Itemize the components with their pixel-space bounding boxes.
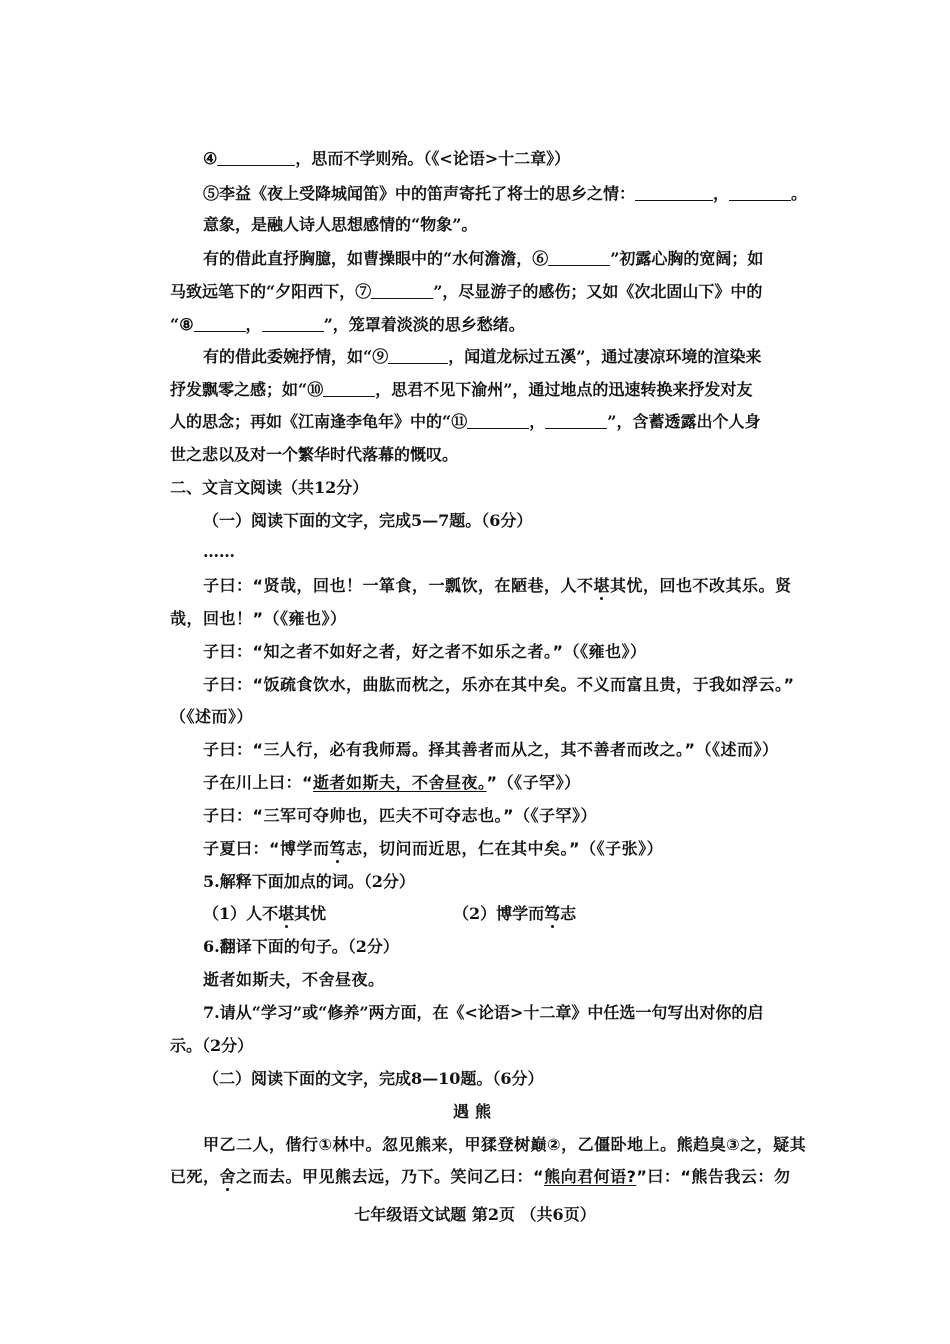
item-1: （1）人不堪其忧	[203, 904, 327, 923]
quote-1b: 哉，回也！”（《雍也》）	[170, 609, 347, 628]
section-heading: 二、文言文阅读（共12分）	[170, 478, 369, 497]
quote-5: 子在川上曰：“逝者如斯夫，不舍昼夜。”（《子罕》）	[203, 773, 581, 792]
question-6-sentence: 逝者如斯夫，不舍昼夜。	[203, 970, 385, 989]
question-7a: 7.请从“学习”或“修养”两方面，在《<论语>十二章》中任选一句写出对你的启	[203, 1003, 764, 1022]
question-7b: 示。（2分）	[170, 1036, 254, 1055]
answer-blank[interactable]	[548, 249, 610, 266]
underlined-sentence: 熊向君何语?	[544, 1167, 637, 1186]
paragraph-end: 世之悲以及对一个繁华时代落幕的慨叹。	[170, 445, 459, 464]
story-line-1: 甲乙二人，偕行①林中。忽见熊来，甲猱登树巅②，乙僵卧地上。熊趋臭③之，疑其	[203, 1135, 807, 1154]
quote-3b: （《述而》）	[170, 707, 254, 726]
fill-blank-8: “⑧ ， ”，笼罩着淡淡的思乡愁绪。	[170, 315, 525, 334]
quote-7: 子夏曰：“博学而笃志，切问而近思，仁在其中矣。”（《子张》）	[203, 839, 664, 858]
quote-1a: 子曰：“贤哉，回也！一箪食，一瓢饮，在陋巷，人不堪其忧，回也不改其乐。贤	[203, 576, 792, 595]
dotted-word: 舍	[219, 1167, 237, 1186]
answer-blank[interactable]	[194, 315, 246, 332]
item-2: （2）博学而笃志	[453, 904, 577, 923]
fill-blank-4: ④ ，思而不学则殆。（《<论语>十二章》）	[203, 149, 571, 168]
quote-2: 子曰：“知之者不如好之者，好之者不如乐之者。”（《雍也》）	[203, 642, 647, 661]
part-heading-1: （一）阅读下面的文字，完成5—7题。（6分）	[203, 511, 533, 530]
answer-blank[interactable]	[217, 149, 295, 166]
fill-blank-5: ⑤李益《夜上受降城闻笛》中的笛声寄托了将士的思乡之情： ， 。	[203, 184, 808, 203]
story-line-2: 已死，舍之而去。甲见熊去远，乃下。笑问乙曰：“熊向君何语?”曰：“熊告我云：勿	[170, 1167, 791, 1186]
ellipsis: ……	[203, 542, 235, 561]
page-footer: 七年级语文试题 第2页 （共6页）	[354, 1205, 596, 1224]
fill-blank-9: 有的借此委婉抒情，如“⑨ ，闻道龙标过五溪”，通过凄凉环境的渲染来	[203, 347, 762, 366]
answer-blank[interactable]	[262, 315, 324, 332]
fill-blank-7: 马致远笔下的“夕阳西下，⑦ ”，尽显游子的感伤；又如《次北固山下》中的	[170, 282, 763, 301]
question-6: 6.翻译下面的句子。（2分）	[203, 937, 399, 956]
answer-blank[interactable]	[371, 282, 433, 299]
quote-4: 子曰：“三人行，必有我师焉。择其善者而从之，其不善者而改之。”（《述而》）	[203, 740, 779, 759]
answer-blank[interactable]	[635, 184, 713, 201]
dotted-word: 笃	[329, 839, 347, 858]
intro-line: 意象，是融人诗人思想感情的“物象”。	[203, 215, 478, 234]
underlined-sentence: 逝者如斯夫，不舍昼夜。	[313, 773, 487, 792]
answer-blank[interactable]	[545, 412, 607, 429]
story-title: 遇熊	[452, 1102, 497, 1121]
answer-blank[interactable]	[729, 184, 791, 201]
answer-blank[interactable]	[323, 380, 375, 397]
question-5: 5.解释下面加点的词。（2分）	[203, 872, 415, 891]
answer-blank[interactable]	[467, 412, 529, 429]
fill-blank-10: 抒发飘零之感；如“⑩ ，思君不见下渝州”，通过地点的迅速转换来抒发对友	[170, 380, 753, 399]
quote-3a: 子曰：“饭疏食饮水，曲肱而枕之，乐亦在其中矣。不义而富且贵，于我如浮云。”	[203, 675, 795, 694]
part-heading-2: （二）阅读下面的文字，完成8—10题。（6分）	[203, 1069, 544, 1088]
answer-blank[interactable]	[388, 347, 448, 364]
fill-blank-6: 有的借此直抒胸臆，如曹操眼中的“水何澹澹，⑥ ”初露心胸的宽阔；如	[203, 249, 764, 268]
quote-6: 子曰：“三军可夺帅也，匹夫不可夺志也。”（《子罕》）	[203, 806, 598, 825]
fill-blank-11: 人的思念；再如《江南逢李龟年》中的“⑪ ， ”，含蓄透露出个人身	[170, 412, 761, 431]
question-5-items	[203, 903, 790, 925]
dotted-word: 堪	[593, 576, 611, 595]
